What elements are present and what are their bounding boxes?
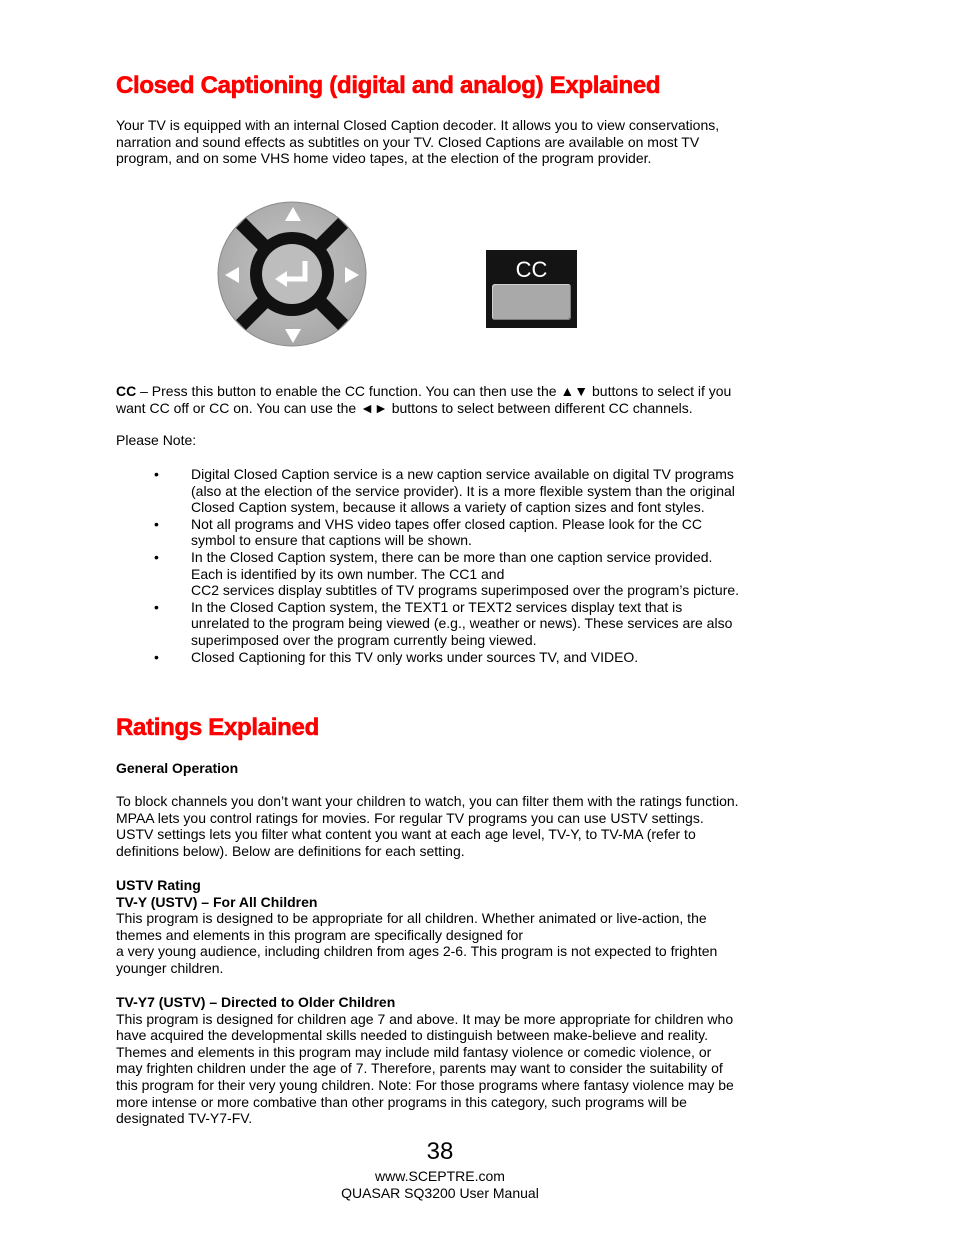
cc-button-illustration xyxy=(486,250,577,328)
text-line: This program is designed to be appropriate for all children. Whether animated or live-action, the xyxy=(116,910,707,927)
list-item-line: CC2 services display subtitles of TV programs superimposed over the program’s picture. xyxy=(191,582,740,599)
list-item-line: In the Closed Caption system, there can be more than one caption service provided. xyxy=(191,548,713,565)
cc-notes-list xyxy=(116,466,776,665)
footer-manual-title: QUASAR SQ3200 User Manual xyxy=(341,1185,539,1201)
bullet-icon: • xyxy=(154,598,159,615)
tvy-title: TV-Y (USTV) – For All Children xyxy=(116,893,318,910)
page-number: 38 xyxy=(426,1138,454,1165)
list-item-line: Digital Closed Caption service is a new caption service available on digital TV programs xyxy=(191,466,734,482)
list-item-line: Closed Captioning for this TV only works under sources TV, and VIDEO. xyxy=(191,648,639,665)
text-line: a very young audience, including children from ages 2-6. This program is not expected to frighten xyxy=(116,943,718,960)
text-line: designated TV-Y7-FV. xyxy=(116,1110,253,1127)
bullet-icon: • xyxy=(154,548,159,565)
remote-dpad-icon xyxy=(217,201,369,349)
cc-desc-label: CC xyxy=(116,383,137,399)
tvy7-title: TV-Y7 (USTV) – Directed to Older Children xyxy=(116,994,396,1010)
cc-desc-text: – Press this button to enable the CC function. You can then use the ▲▼ buttons to select if you xyxy=(136,383,732,399)
cc-button-face xyxy=(492,284,571,320)
list-item-line: Not all programs and VHS video tapes offer closed caption. Please look for the CC xyxy=(191,515,703,532)
list-item xyxy=(116,599,776,649)
text-line: more intense or more combative than other programs in this category, such programs will be xyxy=(116,1093,687,1110)
ratings-heading: Ratings Explained xyxy=(116,714,319,741)
text-line: This program is designed for children age 7 and above. It may be more appropriate for children who xyxy=(116,1010,734,1027)
list-item-line: unrelated to the program being viewed (e.g., weather or news). These services are also xyxy=(191,615,733,632)
text-line: MPAA lets you control ratings for movies. For regular TV programs you can use USTV settings. xyxy=(116,809,704,826)
cc-intro-line: Your TV is equipped with an internal Closed Caption decoder. It allows you to view conservations, xyxy=(116,117,720,133)
list-item-line: symbol to ensure that captions will be shown. xyxy=(191,532,472,549)
bullet-icon: • xyxy=(154,515,159,532)
list-item xyxy=(116,549,776,599)
please-note: Please Note: xyxy=(116,432,197,448)
text-line: younger children. xyxy=(116,959,224,976)
cc-button-label: CC xyxy=(515,257,548,282)
cc-intro-line: program, and on some VHS home video tapes, at the election of the program provider. xyxy=(116,150,652,167)
tvy-block xyxy=(116,877,776,977)
bullet-icon: • xyxy=(154,648,159,665)
text-line: USTV settings lets you filter what content you want at each age level, TV-Y, to TV-MA (refer to xyxy=(116,826,696,843)
tvy7-block xyxy=(116,994,776,1127)
cc-heading: Closed Captioning (digital and analog) Explained xyxy=(116,72,661,99)
text-line: this program for their very young children. Note: For those programs where fantasy violence may be xyxy=(116,1076,734,1093)
list-item xyxy=(116,466,776,516)
footer-website: www.SCEPTRE.com xyxy=(375,1168,505,1184)
list-item-line: (also at the election of the service provider). It is a more flexible system than the original xyxy=(191,482,735,499)
text-line: themes and elements in this program are specifically designed for xyxy=(116,926,523,943)
general-operation-text xyxy=(116,793,776,859)
text-line: To block channels you don’t want your children to watch, you can filter them with the ratings function. xyxy=(116,793,739,809)
text-line: have acquired the developmental skills needed to distinguish between make-believe and reality. xyxy=(116,1027,708,1044)
ustv-rating-title: USTV Rating xyxy=(116,877,201,893)
bullet-icon: • xyxy=(154,466,159,482)
text-line: Themes and elements in this program may include mild fantasy violence or comedic violence, or xyxy=(116,1043,712,1060)
list-item-line: superimposed over the program currently being viewed. xyxy=(191,631,537,648)
cc-description xyxy=(116,383,776,416)
cc-intro-line: narration and sound effects as subtitles on your TV. Closed Captions are available on most TV xyxy=(116,133,700,150)
list-item-line: In the Closed Caption system, the TEXT1 or TEXT2 services display text that is xyxy=(191,598,683,615)
list-item-line: Each is identified by its own number. The CC1 and xyxy=(191,565,505,582)
text-line: definitions below). Below are definitions for each setting. xyxy=(116,842,465,859)
cc-desc-text: want CC off or CC on. You can use the ◄► buttons to select between different CC channels. xyxy=(116,399,693,416)
cc-intro xyxy=(116,117,776,167)
text-line: may frighten children under the age of 7. Therefore, parents may want to consider the suitability of xyxy=(116,1060,723,1077)
general-operation-title: General Operation xyxy=(116,760,239,776)
list-item xyxy=(116,649,776,666)
list-item xyxy=(116,516,776,549)
list-item-line: Closed Caption system, because it allows a variety of caption sizes and font styles. xyxy=(191,499,705,516)
